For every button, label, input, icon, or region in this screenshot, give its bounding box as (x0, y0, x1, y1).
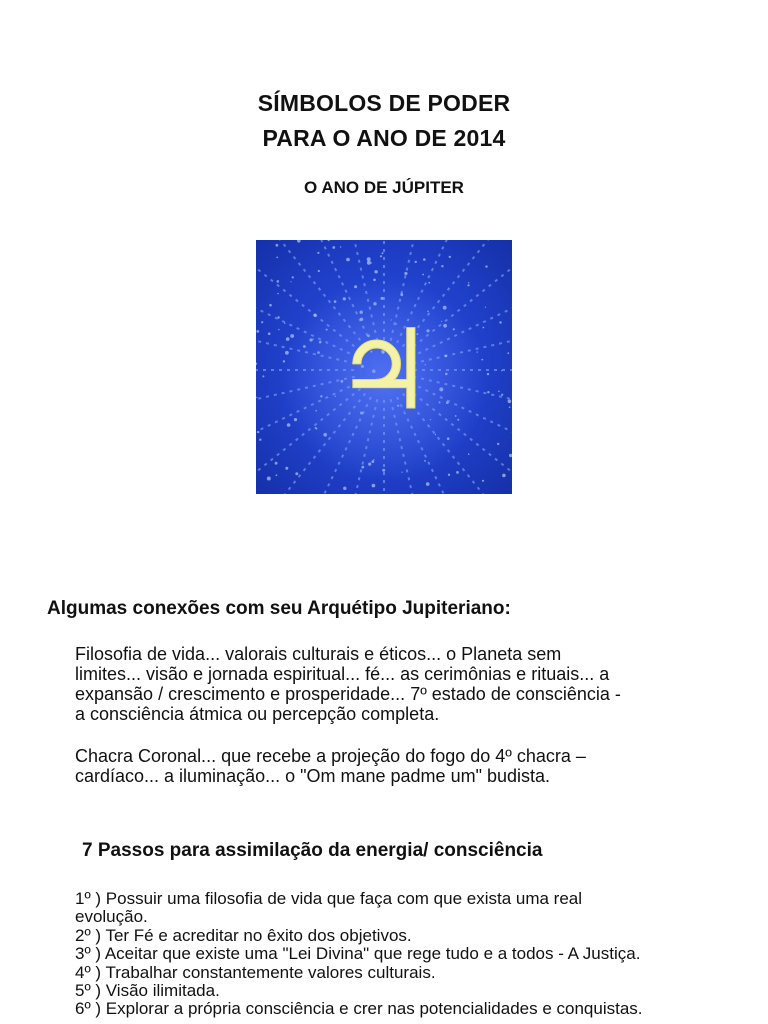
list-item: 3º ) Aceitar que existe uma "Lei Divina" que rege tudo e a todos - A Justiça. (75, 944, 641, 964)
list-item: 6º ) Explorar a própria consciência e crer nas potencialidades e conquistas. (75, 999, 643, 1019)
paragraph-line: Chacra Coronal... que recebe a projeção do fogo do 4º chacra – (75, 746, 586, 766)
document-subtitle: O ANO DE JÚPITER (304, 178, 464, 197)
paragraph-line: cardíaco... a iluminação... o "Om mane padme um" budista. (75, 766, 551, 786)
section-heading-connections: Algumas conexões com seu Arquétipo Jupiteriano: (47, 598, 511, 619)
jupiter-symbol-image (256, 240, 512, 494)
list-item: 5º ) Visão ilimitada. (75, 981, 220, 1001)
section-heading-steps: 7 Passos para assimilação da energia/ consciência (82, 840, 543, 861)
paragraph-line: Filosofia de vida... valorais culturais e éticos... o Planeta sem (75, 644, 562, 664)
paragraph-line: limites... visão e jornada espiritual... fé... as cerimônias e rituais... a (75, 664, 610, 684)
jupiter-glyph: ♃ (334, 306, 434, 434)
document-title-line2: PARA O ANO DE 2014 (262, 125, 506, 151)
paragraph-line: a consciência átmica ou percepção completa. (75, 704, 440, 724)
paragraph-chakra (75, 746, 735, 786)
document-title-line1: SÍMBOLOS DE PODER (257, 90, 511, 116)
list-item: 2º ) Ter Fé e acreditar no êxito dos objetivos. (75, 925, 412, 945)
paragraph-philosophy (75, 644, 735, 724)
paragraph-line: expansão / crescimento e prosperidade... 7º estado de consciência - (75, 684, 621, 704)
list-item: evolução. (75, 907, 148, 927)
list-item: 1º ) Possuir uma filosofia de vida que faça com que exista uma real (75, 889, 583, 908)
steps-list (75, 890, 755, 1019)
list-item: 4º ) Trabalhar constantemente valores culturais. (75, 962, 436, 982)
